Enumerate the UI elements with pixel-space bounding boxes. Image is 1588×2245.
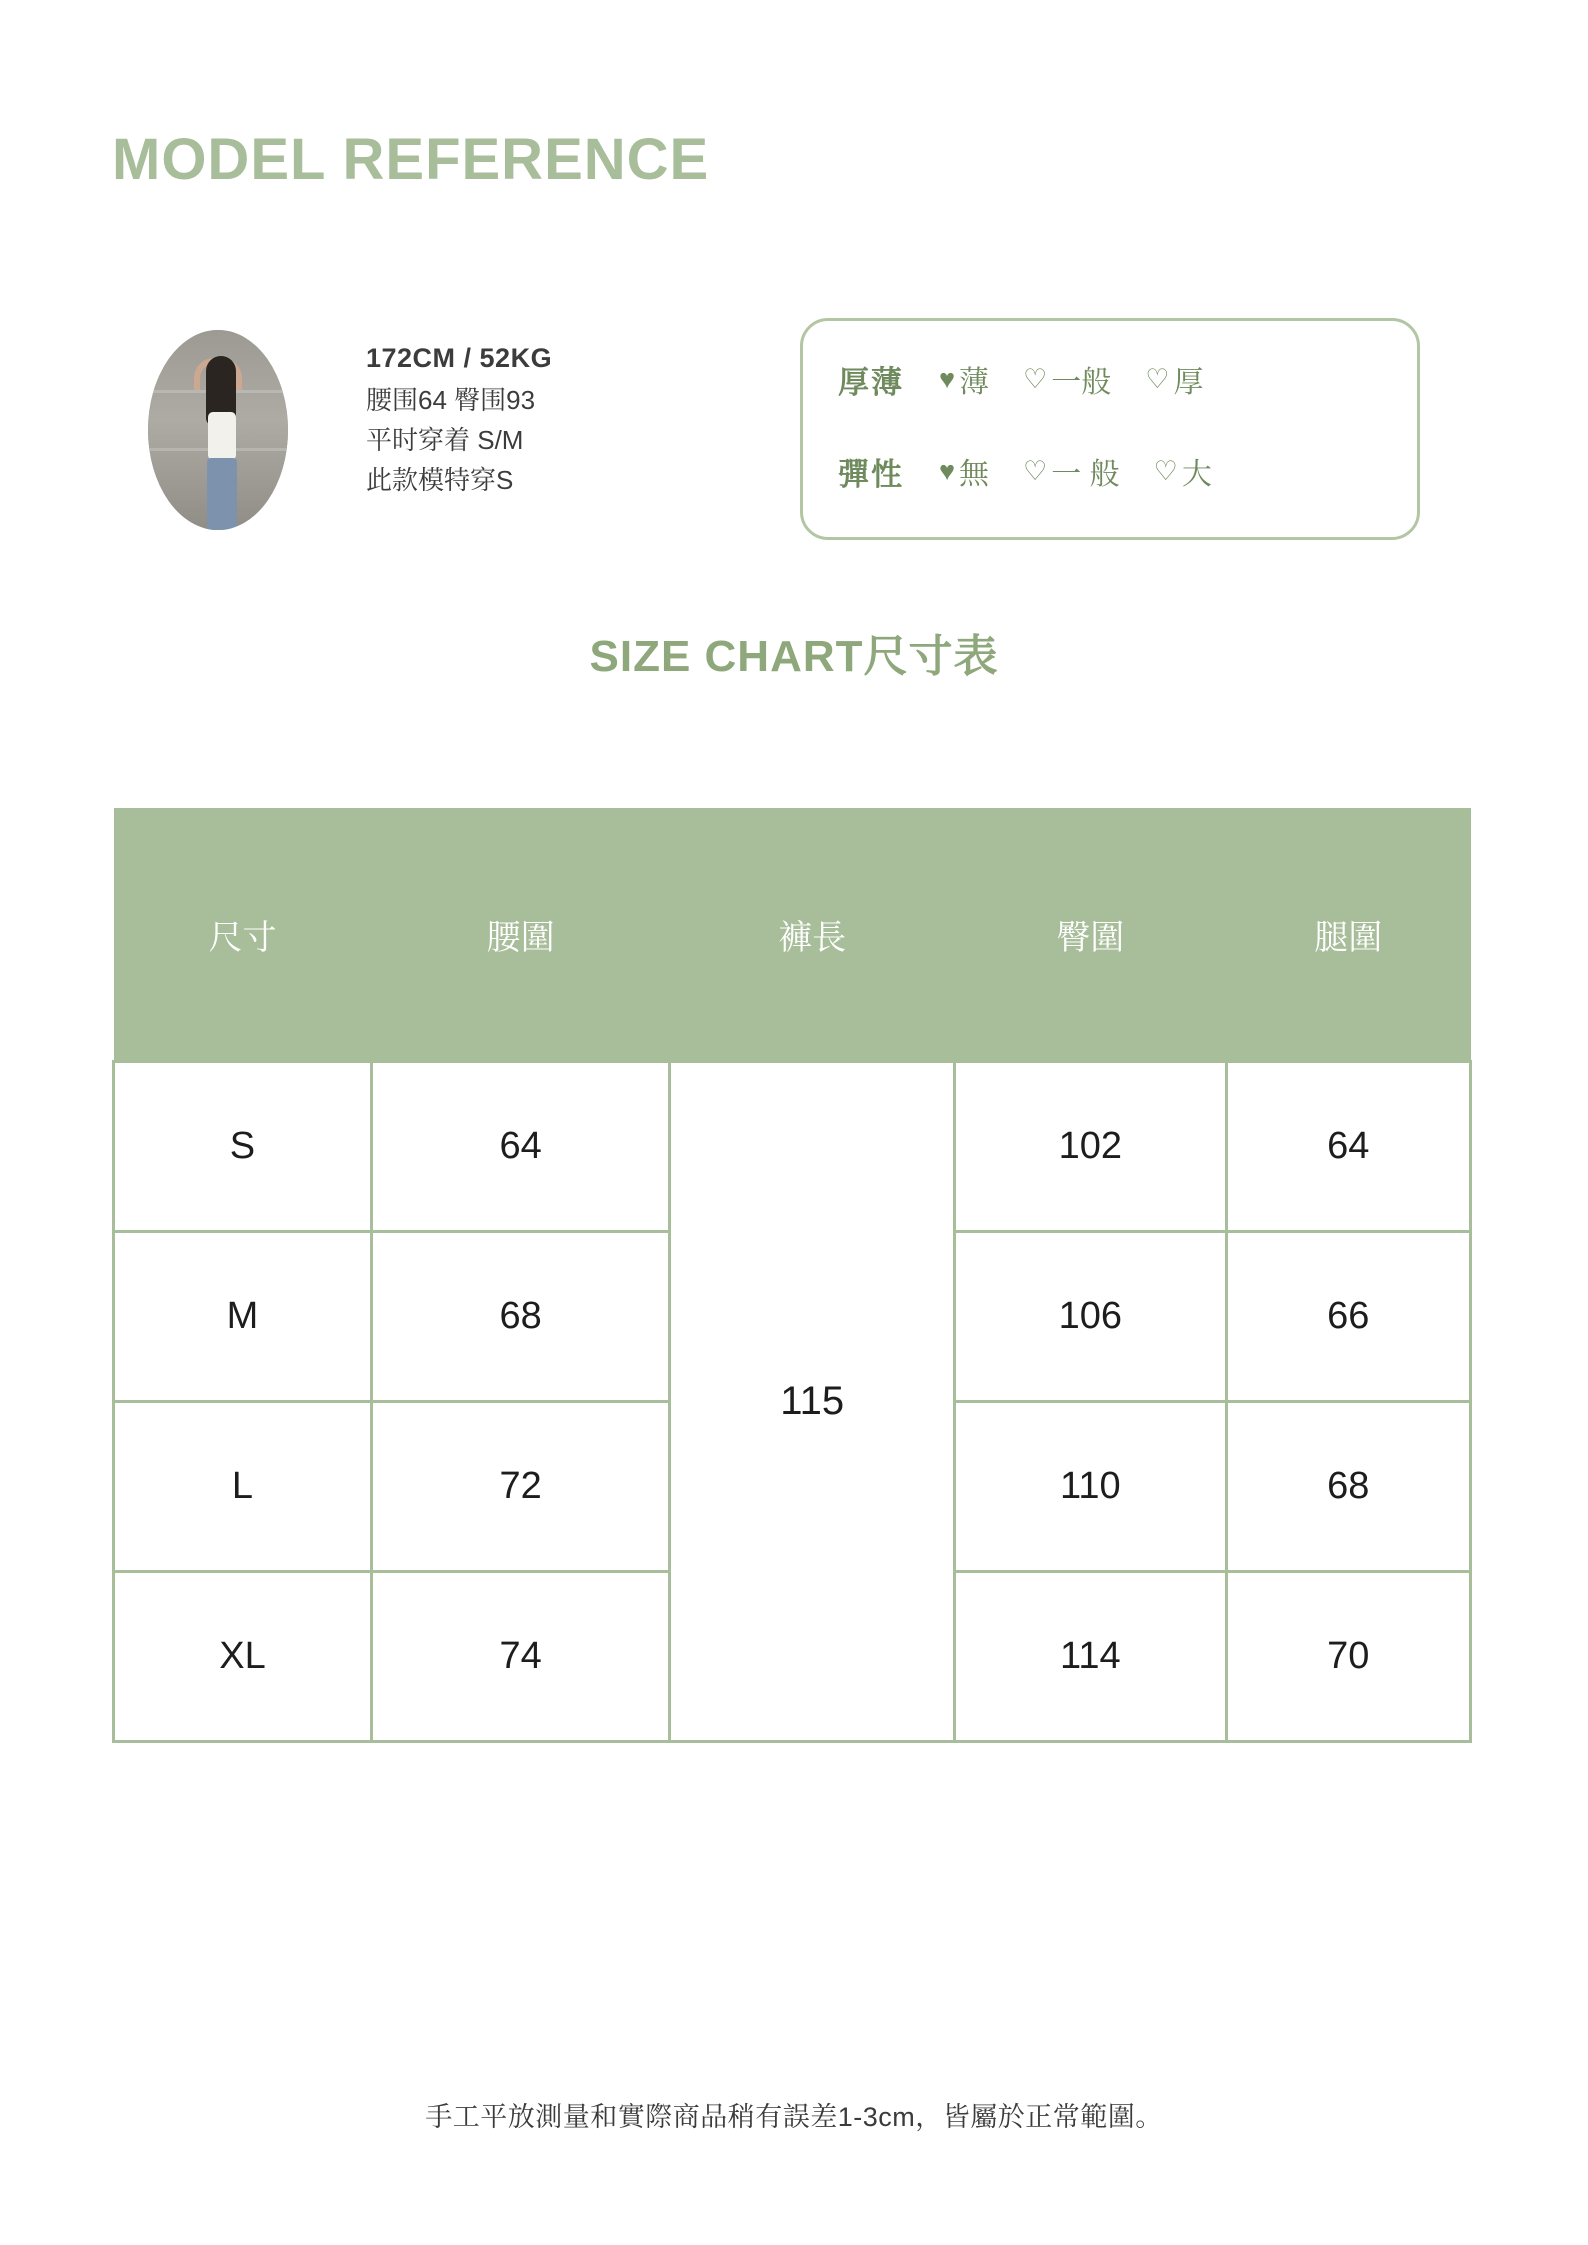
table-row: [114, 1062, 1471, 1232]
model-figure: [198, 356, 244, 530]
table-header-row: [114, 808, 1471, 1062]
column-header-pants-length: 褲長: [670, 808, 955, 1062]
cell-leg: 64: [1226, 1062, 1470, 1232]
thickness-option-normal[interactable]: [1023, 357, 1111, 401]
size-chart-table-wrap: [112, 808, 1472, 1743]
cell-leg: 70: [1226, 1572, 1470, 1742]
cell-hip: 106: [955, 1232, 1226, 1402]
thickness-option-thick-label: 厚: [1173, 366, 1204, 399]
cell-size: S: [114, 1062, 372, 1232]
elasticity-option-none[interactable]: [939, 449, 989, 493]
elasticity-option-none-label: 無: [959, 458, 990, 491]
column-header-leg: 腿圍: [1226, 808, 1470, 1062]
column-header-size: 尺寸: [114, 808, 372, 1062]
thickness-row: [803, 349, 1417, 409]
elasticity-label: 彈性: [838, 456, 904, 492]
cell-size: M: [114, 1232, 372, 1402]
cell-pants-length: 115: [670, 1062, 955, 1742]
model-reference-title: MODEL REFERENCE: [112, 127, 710, 192]
size-chart-title: SIZE CHART尺寸表: [589, 632, 999, 681]
column-header-hip: 臀圍: [955, 808, 1226, 1062]
heart-filled-icon: ♥: [939, 363, 956, 394]
model-info: [366, 338, 552, 501]
elasticity-option-normal[interactable]: [1023, 449, 1120, 493]
model-item-size: 此款模特穿S: [366, 465, 514, 496]
heart-outline-icon: ♡: [1153, 455, 1178, 486]
cell-hip: 114: [955, 1572, 1226, 1742]
cell-waist: 64: [371, 1062, 669, 1232]
cell-size: L: [114, 1402, 372, 1572]
model-usual-size: 平时穿着 S/M: [366, 425, 524, 456]
attributes-box: [800, 318, 1420, 540]
elasticity-option-large-label: 大: [1181, 458, 1212, 491]
thickness-option-thin-label: 薄: [959, 366, 990, 399]
cell-leg: 68: [1226, 1402, 1470, 1572]
cell-hip: 110: [955, 1402, 1226, 1572]
model-measurements: 腰围64 臀围93: [366, 384, 536, 415]
thickness-label: 厚薄: [838, 364, 904, 400]
heart-filled-icon: ♥: [939, 455, 956, 486]
heart-outline-icon: ♡: [1023, 363, 1048, 394]
cell-leg: 66: [1226, 1232, 1470, 1402]
measurement-disclaimer: 手工平放測量和實際商品稍有誤差1-3cm，皆屬於正常範圍。: [425, 2102, 1163, 2132]
model-photo: [148, 330, 288, 530]
thickness-option-thin[interactable]: [939, 357, 989, 401]
heart-outline-icon: ♡: [1145, 363, 1170, 394]
model-jeans: [207, 458, 237, 530]
size-chart-table: [112, 808, 1472, 1743]
model-top: [208, 412, 236, 460]
thickness-option-normal-label: 一般: [1051, 366, 1112, 399]
elasticity-option-large[interactable]: [1154, 449, 1212, 493]
heart-outline-icon: ♡: [1023, 455, 1048, 486]
thickness-option-thick[interactable]: [1145, 357, 1203, 401]
cell-waist: 68: [371, 1232, 669, 1402]
cell-waist: 74: [371, 1572, 669, 1742]
cell-size: XL: [114, 1572, 372, 1742]
elasticity-option-normal-label: 一 般: [1051, 458, 1120, 491]
model-stats: 172CM / 52KG: [366, 343, 553, 373]
cell-waist: 72: [371, 1402, 669, 1572]
elasticity-row: [803, 441, 1417, 501]
column-header-waist: 腰圍: [371, 808, 669, 1062]
cell-hip: 102: [955, 1062, 1226, 1232]
